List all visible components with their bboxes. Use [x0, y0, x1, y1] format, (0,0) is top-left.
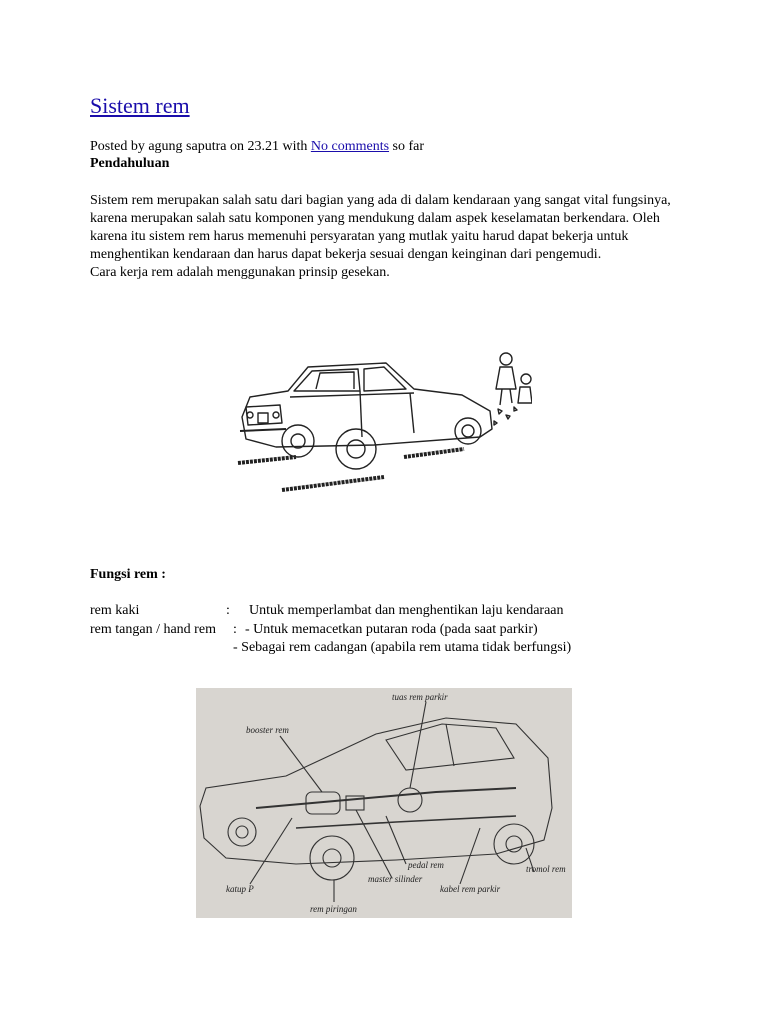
intro-text — [90, 192, 680, 282]
fungsi-label: rem tangan / hand rem — [90, 622, 216, 637]
post-meta — [90, 138, 424, 155]
meta-prefix: Posted by agung saputra on 23.21 with — [90, 139, 311, 154]
fungsi-desc: Untuk memperlambat dan menghentikan laju kendaraan — [249, 603, 564, 618]
diagram-label-piringan: rem piringan — [310, 904, 357, 914]
fungsi-label: rem kaki — [90, 603, 140, 618]
diagram-label-pedal: pedal rem — [408, 860, 444, 870]
section-heading-fungsi: Fungsi rem : — [90, 567, 166, 582]
fungsi-colon: : — [233, 622, 237, 637]
fungsi-colon: : — [226, 603, 230, 618]
diagram-label-master: master silinder — [368, 874, 423, 884]
intro-paragraph-2: Cara kerja rem adalah menggunakan prinsip gesekan. — [90, 265, 390, 280]
post-title-link[interactable]: Sistem rem — [90, 93, 190, 118]
intro-paragraph: Sistem rem merupakan salah satu dari bagian yang ada di dalam kendaraan yang sangat vital fungsinya, karena merupakan salah satu komponen yang mendukung dalam aspek keselamatan berkendara. Oleh karena itu sistem rem harus memenuhi persyaratan yang mutlak yaitu harud dapat bekerja untuk menghentikan kendaraan dan harus dapat bekerja sesuai dengan keinginan dari pengemudi. — [90, 193, 671, 262]
diagram-label-katup: katup P — [226, 884, 254, 894]
fungsi-desc: - Untuk memacetkan putaran roda (pada saat parkir) — [245, 622, 538, 637]
fungsi-desc: - Sebagai rem cadangan (apabila rem utama tidak berfungsi) — [233, 640, 572, 655]
car-braking-illustration — [236, 345, 532, 495]
brake-system-diagram — [196, 688, 572, 918]
brake-system-drawing — [196, 688, 572, 918]
meta-suffix: so far — [389, 139, 425, 154]
car-braking-drawing — [236, 345, 532, 495]
diagram-label-kabel: kabel rem parkir — [440, 884, 501, 894]
diagram-label-tromol: tromol rem — [526, 864, 566, 874]
section-heading-pendahuluan: Pendahuluan — [90, 156, 170, 171]
diagram-label-booster: booster rem — [246, 725, 289, 735]
comments-link[interactable]: No comments — [310, 139, 390, 154]
diagram-label-tuas: tuas rem parkir — [392, 692, 448, 702]
